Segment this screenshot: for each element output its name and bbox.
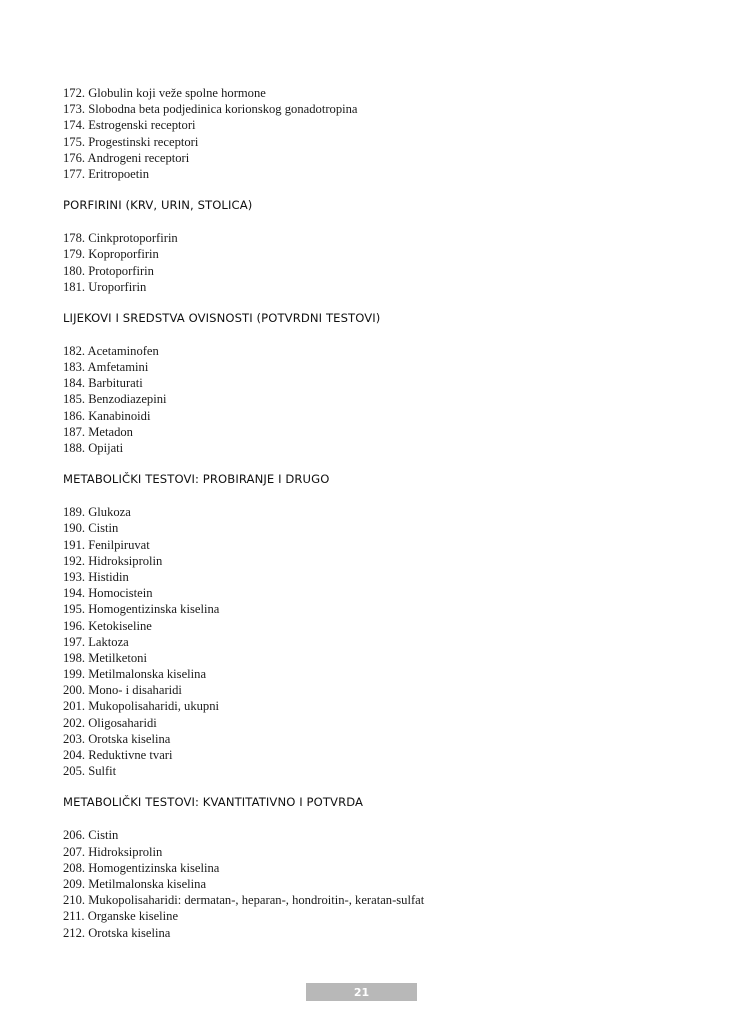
list-item: 186. Kanabinoidi <box>63 408 151 423</box>
list-item: 184. Barbiturati <box>63 376 143 391</box>
section <box>63 197 683 295</box>
section <box>63 310 683 456</box>
list-item: 190. Cistin <box>63 521 119 536</box>
list-item: 200. Mono- i disaharidi <box>63 683 182 698</box>
list-item: 173. Slobodna beta podjedinica korionskog gonadotropina <box>63 102 358 117</box>
page-number-box <box>306 983 417 1001</box>
list-item: 179. Koproporfirin <box>63 247 159 262</box>
section <box>63 471 683 779</box>
section <box>63 794 683 940</box>
document-page <box>63 85 683 941</box>
page-number: 21 <box>353 986 370 999</box>
sections-container <box>63 85 683 941</box>
list-item: 202. Oligosaharidi <box>63 715 157 730</box>
list-item: 205. Sulfit <box>63 764 117 779</box>
list-item: 172. Globulin koji veže spolne hormone <box>63 86 266 100</box>
list-item: 183. Amfetamini <box>63 360 149 375</box>
list-item: 194. Homocistein <box>63 586 153 601</box>
list-item: 198. Metilketoni <box>63 650 147 665</box>
section <box>63 85 683 182</box>
list-item: 181. Uroporfirin <box>63 279 147 294</box>
list-item: 185. Benzodiazepini <box>63 392 167 407</box>
list-item: 209. Metilmalonska kiselina <box>63 876 207 891</box>
list-item: 187. Metadon <box>63 424 133 439</box>
section-heading: PORFIRINI (KRV, URIN, STOLICA) <box>63 198 253 213</box>
list-item: 178. Cinkprotoporfirin <box>63 231 178 246</box>
list-item: 197. Laktoza <box>63 634 129 649</box>
list-item: 203. Orotska kiselina <box>63 731 171 746</box>
list-item: 201. Mukopolisaharidi, ukupni <box>63 699 220 714</box>
section-heading: LIJEKOVI I SREDSTVA OVISNOSTI (POTVRDNI TESTOVI) <box>63 310 381 325</box>
list-item: 199. Metilmalonska kiselina <box>63 667 207 682</box>
list-item: 177. Eritropoetin <box>63 166 150 181</box>
list-item: 174. Estrogenski receptori <box>63 118 196 133</box>
list-item: 193. Histidin <box>63 569 129 584</box>
list-item: 192. Hidroksiprolin <box>63 553 163 568</box>
list-item: 175. Progestinski receptori <box>63 134 199 149</box>
list-item: 211. Organske kiseline <box>63 909 179 924</box>
list-item: 206. Cistin <box>63 828 119 843</box>
list-item: 195. Homogentizinska kiselina <box>63 602 220 617</box>
list-item: 189. Glukoza <box>63 505 131 520</box>
list-item: 196. Ketokiseline <box>63 618 152 633</box>
section-heading: METABOLIČKI TESTOVI: KVANTITATIVNO I POTVRDA <box>63 795 364 810</box>
list-item: 208. Homogentizinska kiselina <box>63 860 220 875</box>
list-item: 204. Reduktivne tvari <box>63 748 173 762</box>
list-item: 180. Protoporfirin <box>63 263 154 278</box>
list-item: 188. Opijati <box>63 441 124 455</box>
section-heading: METABOLIČKI TESTOVI: PROBIRANJE I DRUGO <box>63 472 330 487</box>
list-item: 191. Fenilpiruvat <box>63 537 150 552</box>
list-item: 207. Hidroksiprolin <box>63 844 163 859</box>
list-item: 182. Acetaminofen <box>63 343 159 358</box>
list-item: 212. Orotska kiselina <box>63 925 171 940</box>
list-item: 176. Androgeni receptori <box>63 150 190 165</box>
list-item: 210. Mukopolisaharidi: dermatan-, heparan-, hondroitin-, keratan-sulfat <box>63 893 425 908</box>
